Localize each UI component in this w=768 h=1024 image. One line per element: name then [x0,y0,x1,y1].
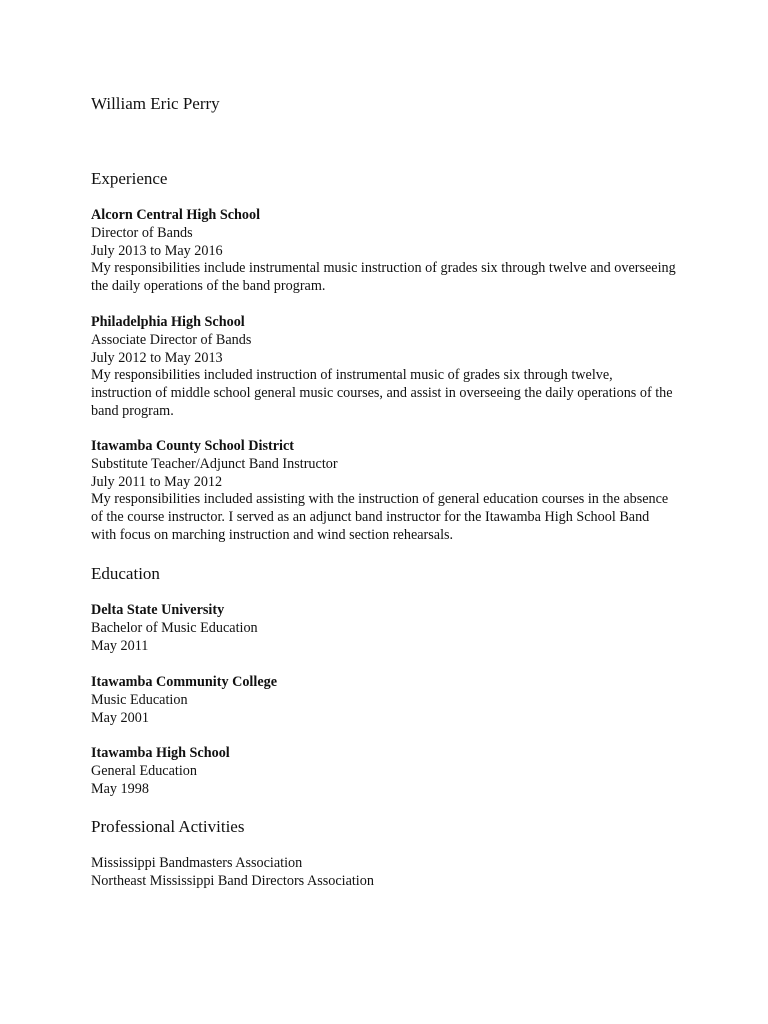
experience-title: Associate Director of Bands [91,331,252,348]
education-heading: Education [91,564,160,583]
education-entry [91,674,681,727]
experience-title: Director of Bands [91,224,193,241]
experience-title: Substitute Teacher/Adjunct Band Instructor [91,455,338,472]
experience-organization: Itawamba County School District [91,438,294,454]
experience-entry [91,314,681,421]
education-program: Bachelor of Music Education [91,619,258,636]
education-entry [91,745,681,798]
experience-entry [91,207,681,296]
experience-dates: July 2011 to May 2012 [91,473,223,490]
resume-name: William Eric Perry [91,94,220,113]
experience-dates: July 2013 to May 2016 [91,242,223,259]
education-program: General Education [91,762,197,779]
education-program: Music Education [91,691,188,708]
education-date: May 2011 [91,637,149,654]
education-institution: Delta State University [91,602,225,618]
experience-description: My responsibilities included assisting with the instruction of general education courses in the absence of the course instructor. I served as an adjunct band instructor for the Itawamba High School Band with focus on marching instruction and wind section rehearsals. [91,491,669,543]
experience-dates: July 2012 to May 2013 [91,349,223,366]
education-date: May 1998 [91,780,149,797]
education-institution: Itawamba Community College [91,674,278,690]
education-date: May 2001 [91,709,149,726]
education-entry [91,602,681,655]
experience-heading: Experience [91,169,168,188]
experience-entry [91,438,681,545]
experience-description: My responsibilities include instrumental music instruction of grades six through twelve and overseeing the daily operations of the band program. [91,260,676,295]
education-institution: Itawamba High School [91,745,230,761]
professional-activities-heading: Professional Activities [91,817,245,836]
list-item: Northeast Mississippi Band Directors Association [91,872,374,889]
experience-organization: Alcorn Central High School [91,207,261,223]
experience-description: My responsibilities included instruction of instrumental music of grades six through twelve, instruction of middle school general music courses, and assist in overseeing the daily operations of the band program. [91,367,673,419]
experience-organization: Philadelphia High School [91,314,245,330]
list-item: Mississippi Bandmasters Association [91,855,303,871]
professional-activities-list [91,855,681,891]
